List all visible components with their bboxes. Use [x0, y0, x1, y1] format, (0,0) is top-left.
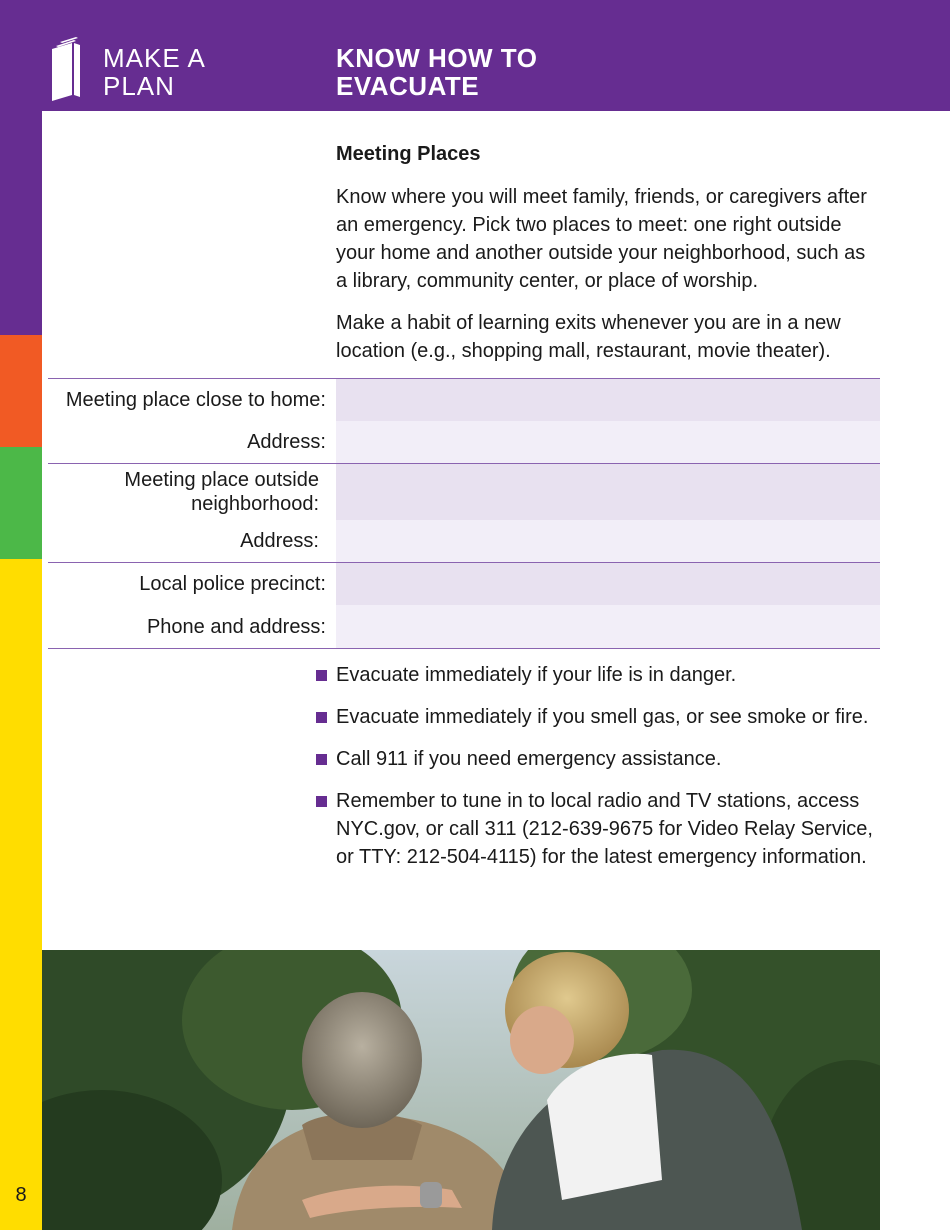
bullet-square-icon — [316, 712, 327, 723]
bullet-square-icon — [316, 670, 327, 681]
address-outside-field[interactable] — [336, 520, 880, 562]
photo-illustration — [42, 950, 880, 1230]
sidebar-band-purple — [0, 111, 42, 335]
page-title-line1: KNOW HOW TO — [336, 43, 538, 73]
police-precinct-label: Local police precinct: — [139, 573, 326, 595]
bullet-square-icon — [316, 754, 327, 765]
page-title-line2: EVACUATE — [336, 71, 480, 101]
exits-paragraph: Make a habit of learning exits whenever you are in a new location (e.g., shopping mall, restaurant, movie theater). — [336, 312, 841, 362]
list-item: Remember to tune in to local radio and TV stations, access NYC.gov, or call 311 (212-639-9675 for Video Relay Service, or TTY: 212-504-4115) for the latest emergency information. — [316, 787, 886, 871]
section-label — [103, 44, 206, 100]
list-item: Call 911 if you need emergency assistance. — [316, 745, 886, 773]
list-item: Evacuate immediately if you smell gas, or see smoke or fire. — [316, 703, 886, 731]
page-title — [336, 44, 537, 100]
meeting-home-label: Meeting place close to home: — [65, 389, 326, 411]
form-group-home — [48, 378, 880, 463]
caregiver-photo — [42, 950, 880, 1230]
bullet-square-icon — [316, 796, 327, 807]
address-home-label: Address: — [247, 431, 326, 453]
meeting-outside-field[interactable] — [336, 464, 880, 520]
address-outside-label: Address: — [240, 530, 319, 552]
address-home-field[interactable] — [336, 421, 880, 463]
intro-paragraph: Know where you will meet family, friends, or caregivers after an emergency. Pick two places to meet: one right outside your home and another outside your neighborhood, such as a library, community center, or place of worship. — [336, 186, 867, 292]
form-group-outside — [48, 463, 880, 562]
list-item: Evacuate immediately if your life is in danger. — [316, 661, 886, 689]
police-precinct-field[interactable] — [336, 563, 880, 605]
subheading: Meeting Places — [336, 143, 481, 165]
meeting-home-field[interactable] — [336, 379, 880, 421]
evacuation-tips-list — [316, 661, 886, 885]
page-header — [0, 0, 950, 111]
section-label-line2: PLAN — [103, 71, 175, 101]
sidebar-band-orange — [0, 335, 42, 447]
book-icon — [48, 37, 84, 103]
sidebar-band-green — [0, 447, 42, 559]
meeting-outside-label: Meeting place outside neighborhood: — [124, 469, 319, 515]
form-group-police — [48, 562, 880, 649]
page-number: 8 — [15, 1184, 27, 1206]
color-sidebar — [0, 111, 42, 1230]
phone-address-field[interactable] — [336, 605, 880, 648]
section-label-line1: MAKE A — [103, 43, 206, 73]
phone-address-label: Phone and address: — [146, 615, 326, 638]
sidebar-band-yellow — [0, 559, 42, 1230]
meeting-places-form — [48, 378, 880, 649]
